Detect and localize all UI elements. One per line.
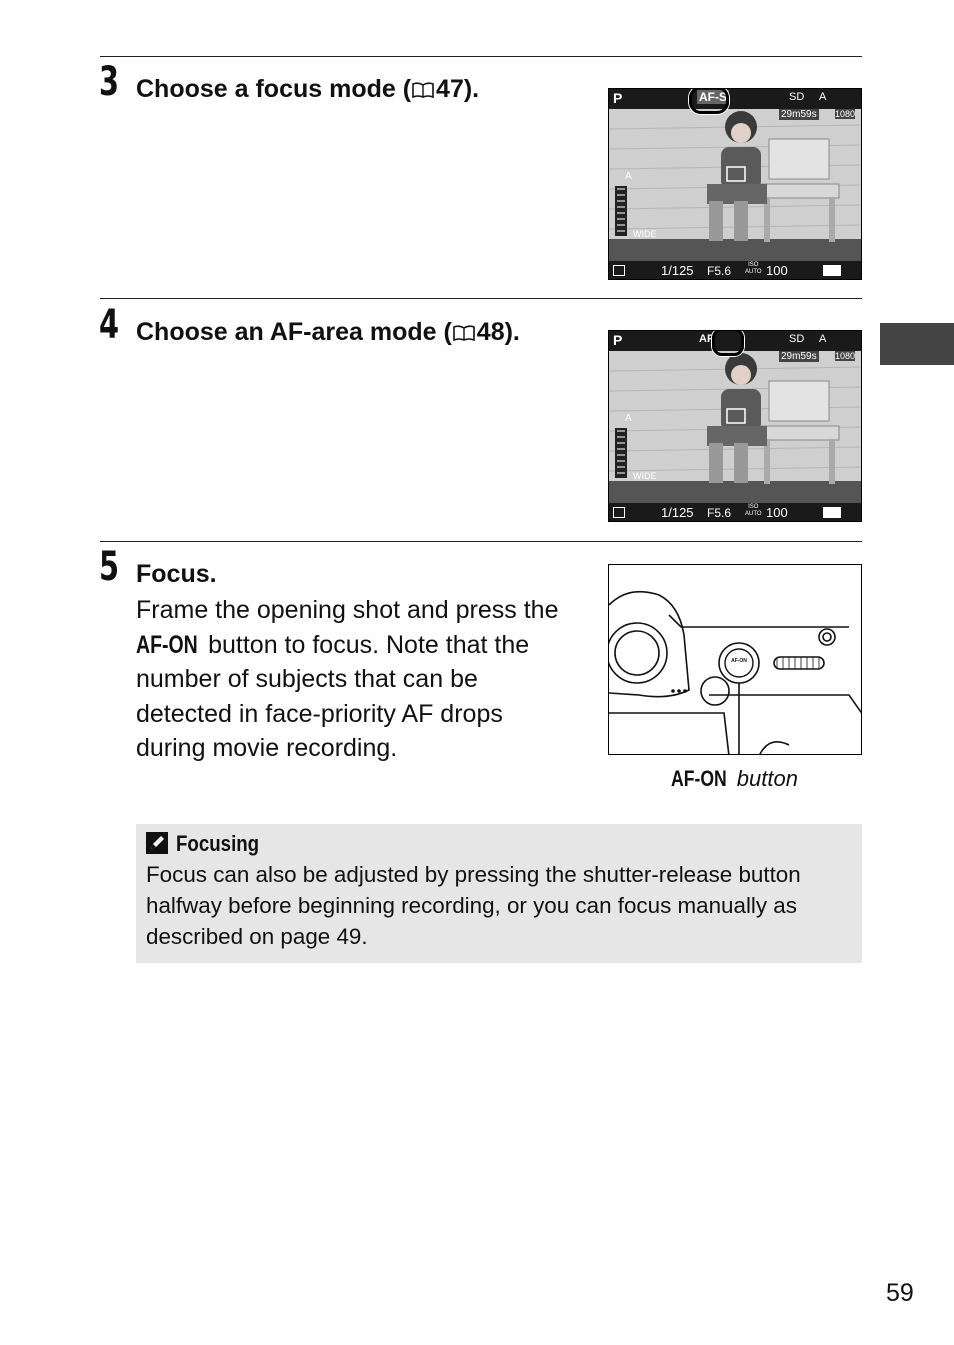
camera-caption — [671, 765, 798, 793]
live-view-screen-af-area — [608, 330, 862, 522]
body-line-1: Frame the opening shot and press the — [136, 596, 559, 624]
screen-iso-label — [745, 262, 762, 276]
divider-step-4 — [100, 298, 862, 299]
page-number: 59 — [886, 1279, 914, 1307]
screen-time: 29m59s — [781, 109, 817, 120]
highlight-ring — [689, 88, 729, 114]
body-line-2-text: button to focus. Note that the — [201, 630, 530, 659]
screen-time: 29m59s — [781, 351, 817, 362]
screen-wb: A — [819, 333, 827, 345]
live-view-screen-focus-mode — [608, 88, 862, 280]
divider-step-5 — [100, 541, 862, 542]
chapter-tab — [880, 323, 954, 365]
step-5-body — [136, 593, 596, 766]
live-view-photo — [609, 331, 862, 522]
screen-size: 1080 — [835, 351, 856, 361]
step-3-number: 3 — [99, 59, 120, 105]
note-text: Focus can also be adjusted by pressing the shutter-release button halfway before beginning recording, or you can focus manually as described on page 49. — [146, 862, 801, 949]
metering-icon — [613, 507, 625, 518]
book-icon — [412, 82, 434, 98]
step-3-title-end: ). — [463, 75, 480, 103]
step-3-title — [136, 74, 479, 104]
screen-quality: SD — [789, 91, 805, 103]
movie-icon — [823, 265, 841, 276]
screen-af-area: AF — [699, 333, 714, 345]
step-3-page-ref[interactable]: 47 — [436, 75, 464, 103]
caption-af-on: AF-ON — [671, 766, 727, 791]
step-4-title — [136, 317, 520, 347]
body-line-5: during movie recording. — [136, 734, 398, 763]
caption-word: button — [736, 766, 798, 791]
movie-icon — [823, 507, 841, 518]
af-on-button-label: AF-ON — [136, 630, 198, 659]
step-5-title: Focus. — [136, 560, 217, 588]
live-view-photo — [609, 89, 862, 280]
screen-shutter: 1/125 — [661, 263, 694, 278]
body-line-3: number of subjects that can be — [136, 665, 478, 694]
screen-focus-mode: AF-S — [699, 90, 727, 104]
screen-mode: P — [613, 90, 623, 106]
camera-back-illustration — [608, 564, 862, 755]
screen-quality: SD — [789, 333, 805, 345]
step-4-title-text: Choose an AF-area mode ( — [136, 318, 452, 346]
body-line-2 — [136, 628, 596, 663]
screen-iso: 100 — [766, 505, 788, 520]
screen-wb: A — [819, 91, 827, 103]
screen-aperture: F5.6 — [707, 506, 732, 520]
note-title-text: Focusing — [176, 831, 260, 856]
step-3-title-text: Choose a focus mode ( — [136, 75, 412, 103]
screen-mode: P — [613, 332, 623, 348]
iso-label-bottom: AUTO — [745, 511, 762, 517]
screen-iso: 100 — [766, 263, 788, 278]
divider-step-3 — [100, 56, 862, 57]
screen-iso-label — [745, 504, 762, 518]
screen-audio: A — [625, 171, 632, 182]
body-line-4: detected in face-priority AF drops — [136, 699, 503, 728]
step-5-number: 5 — [99, 544, 120, 590]
iso-label-top: ISO — [748, 504, 759, 510]
step-4-page-ref[interactable]: 48 — [476, 318, 505, 346]
screen-aperture: F5.6 — [707, 264, 732, 278]
screen-size: 1080 — [835, 109, 856, 119]
af-on-button[interactable]: AF-ON — [731, 658, 747, 664]
step-4-title-end: ). — [504, 318, 520, 346]
iso-label-top: ISO — [748, 262, 759, 268]
screen-wide: WIDE — [633, 471, 657, 481]
note-title — [146, 829, 274, 859]
screen-audio: A — [625, 413, 632, 424]
step-4-number: 4 — [99, 302, 120, 348]
highlight-ring — [712, 330, 744, 356]
pencil-note-icon — [146, 832, 168, 854]
screen-wide: WIDE — [633, 229, 657, 239]
metering-icon — [613, 265, 625, 276]
iso-label-bottom: AUTO — [745, 269, 762, 275]
book-icon — [453, 325, 475, 341]
screen-shutter: 1/125 — [661, 505, 694, 520]
